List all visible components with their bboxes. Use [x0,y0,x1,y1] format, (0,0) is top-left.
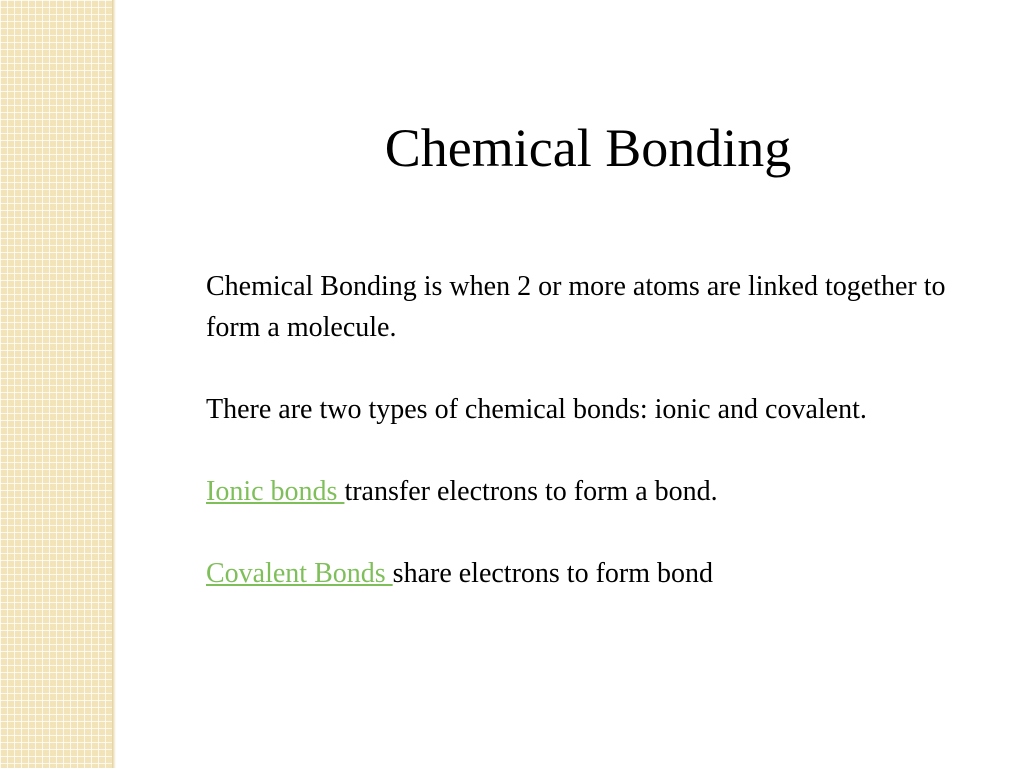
bond-types-paragraph: There are two types of chemical bonds: ionic and covalent. [206,394,867,425]
decorative-side-strip [0,0,112,768]
slide-body [206,266,976,635]
covalent-bonds-paragraph [206,553,976,594]
covalent-bonds-description: share electrons to form bond [392,558,714,589]
covalent-bonds-link[interactable]: Covalent Bonds [206,558,393,589]
ionic-bonds-link[interactable]: Ionic bonds [206,476,345,507]
ionic-bonds-paragraph [206,471,976,512]
ionic-bonds-description: transfer electrons to form a bond. [344,476,718,507]
definition-paragraph: Chemical Bonding is when 2 or more atoms are linked together to form a molecule. [206,271,946,343]
slide-title: Chemical Bonding [384,118,792,178]
side-strip-edge [112,0,116,768]
